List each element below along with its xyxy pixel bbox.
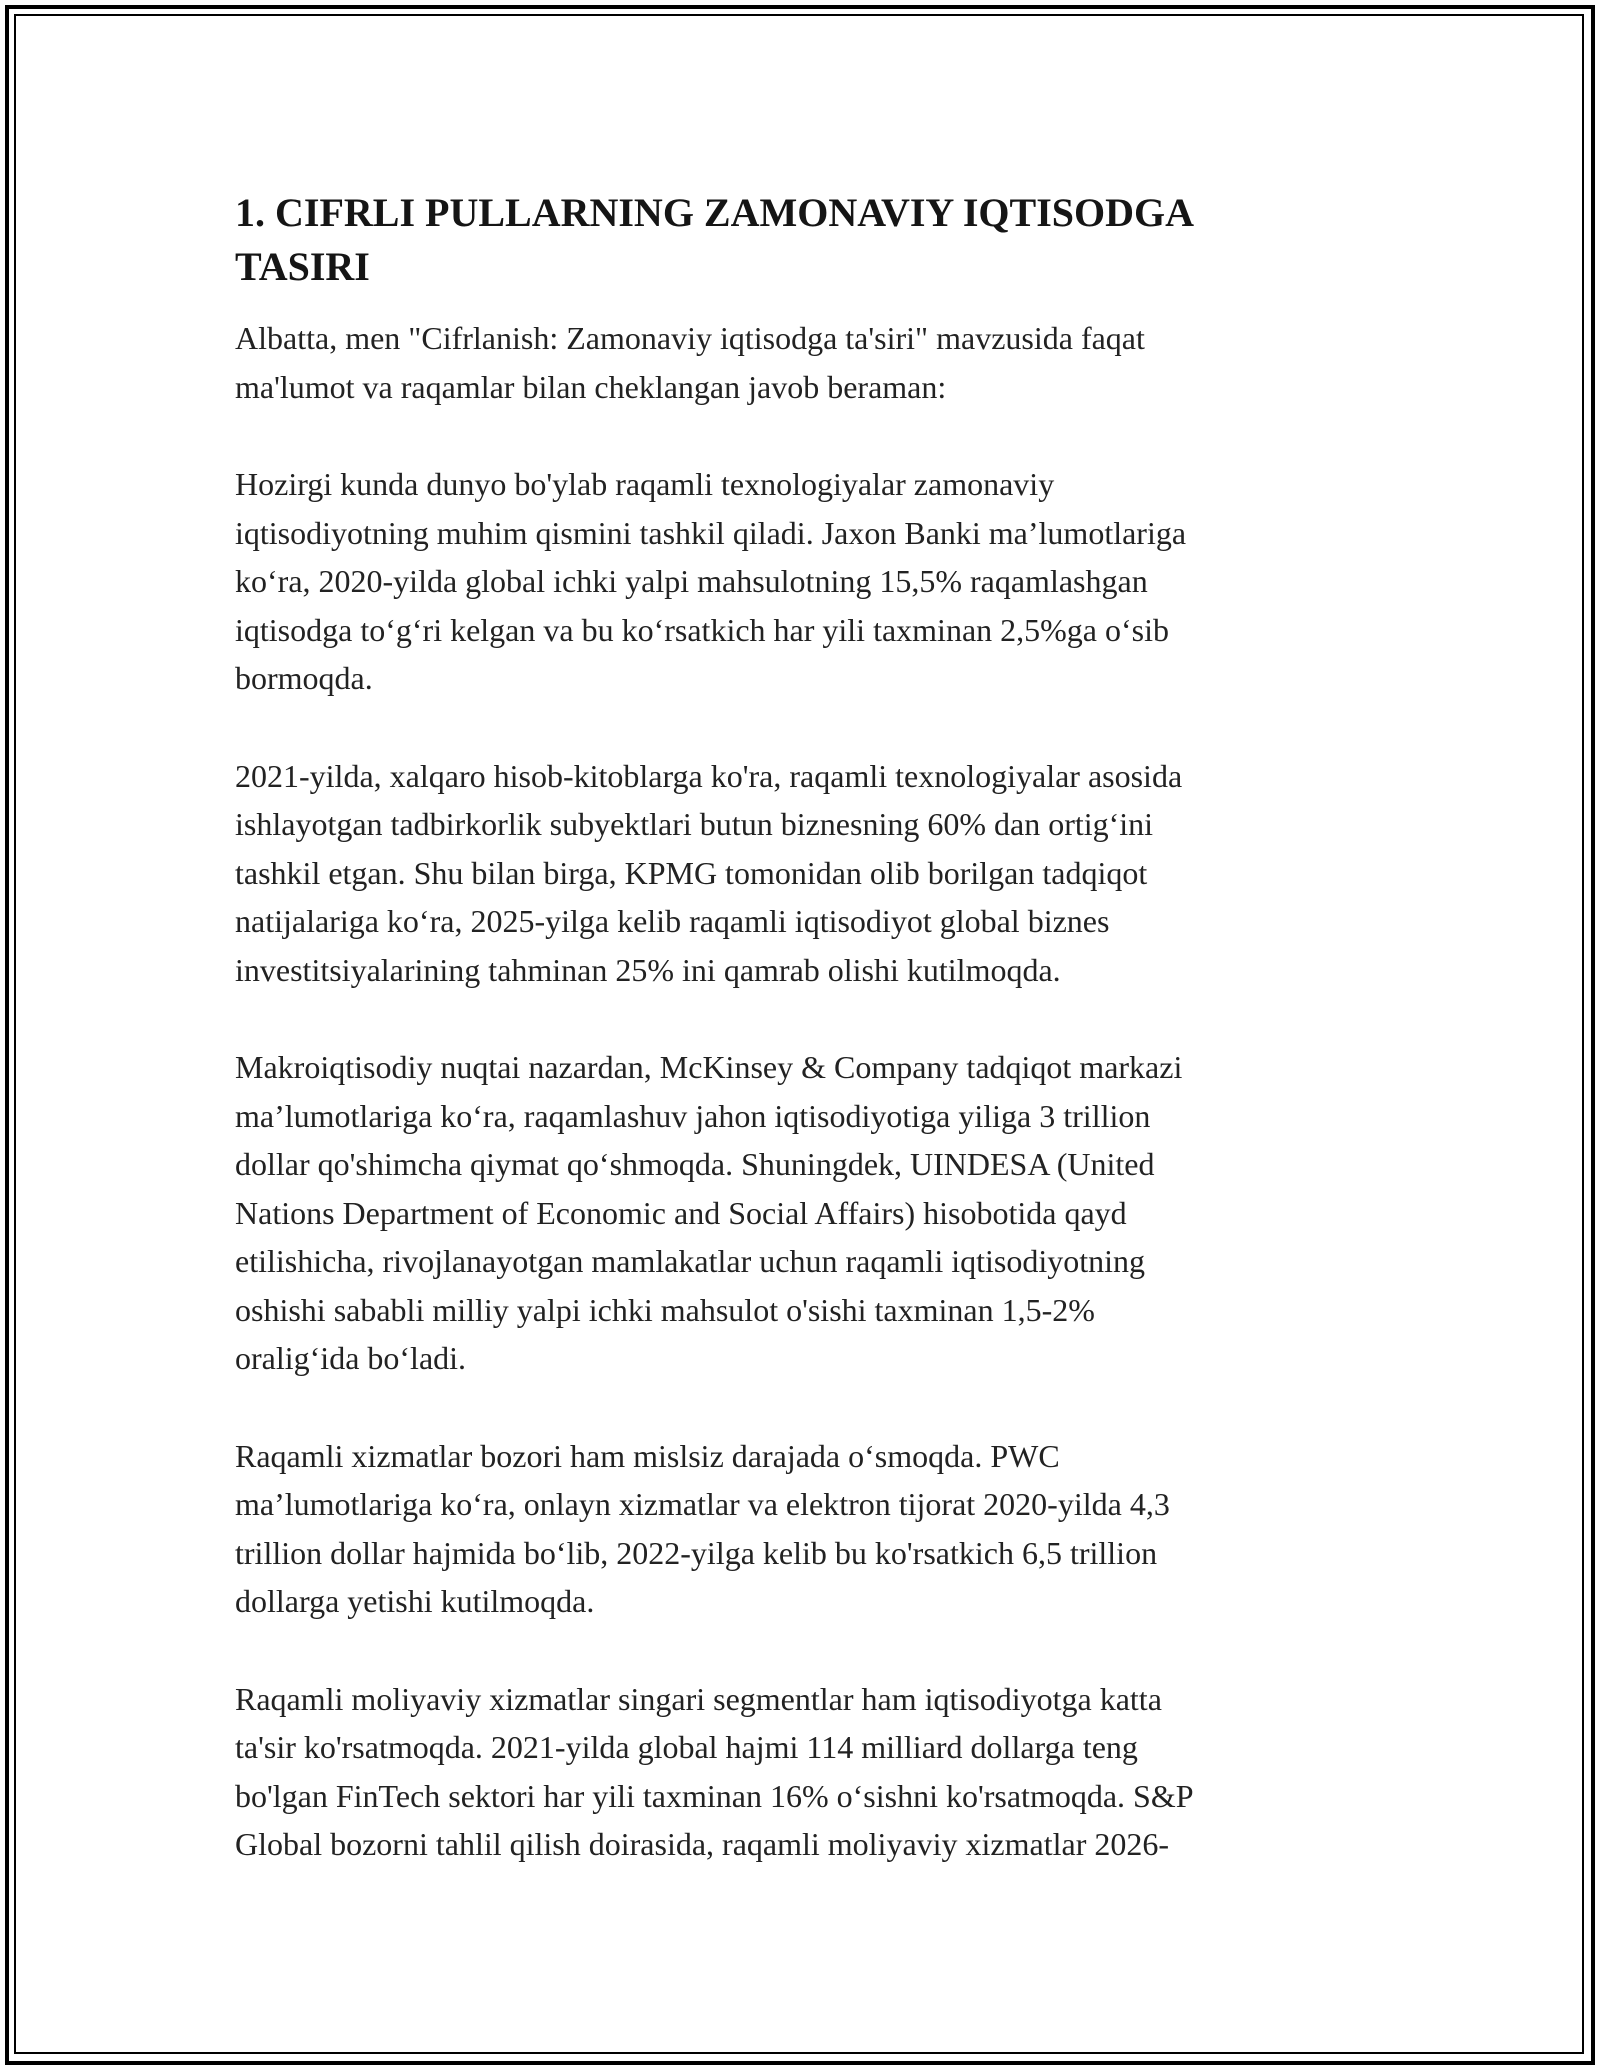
paragraph-macro-view: Makroiqtisodiy nuqtai nazardan, McKinsey & Company tadqiqot markazi ma’lumotlariga ko‘ra, raqamlashuv jahon iqtisodiyotiga yiliga 3 trillion dollar qo'shimcha qiymat qo‘shmoqda. Shuningdek, UINDESA (United Nations Department of Economic and Social Affairs) hisobotida qayd etilishicha, rivojlanayotgan mamlakatlar uchun raqamli iqtisodiyotning oshishi sababli milliy yalpi ichki mahsulot o'sishi taxminan 1,5-2% oralig‘ida bo‘ladi. <box>235 1049 1183 1376</box>
paragraph-intro: Albatta, men "Cifrlanish: Zamonaviy iqtisodga ta'siri" mavzusida faqat ma'lumot va raqamlar bilan cheklangan javob beraman: <box>235 320 1145 405</box>
document-body <box>235 186 1365 1918</box>
paragraph-business-share: 2021-yilda, xalqaro hisob-kitoblarga ko'ra, raqamli texnologiyalar asosida ishlayotgan tadbirkorlik subyektlari butun biznesning 60% dan ortig‘ini tashkil etgan. Shu bilan birga, KPMG tomonidan olib borilgan tadqiqot natijalariga ko‘ra, 2025-yilga kelib raqamli iqtisodiyot global biznes investitsiyalarining tahminan 25% ini qamrab olishi kutilmoqda. <box>235 757 1183 988</box>
paragraph-fintech: Raqamli moliyaviy xizmatlar singari segmentlar ham iqtisodiyotga katta ta'sir ko'rsatmoqda. 2021-yilda global hajmi 114 milliard dollarga teng bo'lgan FinTech sektori har yili taxminan 16% o‘sishni ko'rsatmoqda. S&P Global bozorni tahlil qilish doirasida, raqamli moliyaviy xizmatlar 2026- <box>235 1680 1194 1862</box>
paragraph-digital-services: Raqamli xizmatlar bozori ham mislsiz darajada o‘smoqda. PWC ma’lumotlariga ko‘ra, onlayn xizmatlar va elektron tijorat 2020-yilda 4,3 trillion dollar hajmida bo‘lib, 2022-yilga kelib bu ko'rsatkich 6,5 trillion dollarga yetishi kutilmoqda. <box>235 1437 1170 1619</box>
section-title: 1. CIFRLI PULLARNING ZAMONAVIY IQTISODGA TASIRI <box>235 190 1195 289</box>
paragraph-digital-tech: Hozirgi kunda dunyo bo'ylab raqamli texnologiyalar zamonaviy iqtisodiyotning muhim qismini tashkil qiladi. Jaxon Banki ma’lumotlariga ko‘ra, 2020-yilda global ichki yalpi mahsulotning 15,5% raqamlashgan iqtisodga to‘g‘ri kelgan va bu ko‘rsatkich har yili taxminan 2,5%ga o‘sib bormoqda. <box>235 466 1187 696</box>
